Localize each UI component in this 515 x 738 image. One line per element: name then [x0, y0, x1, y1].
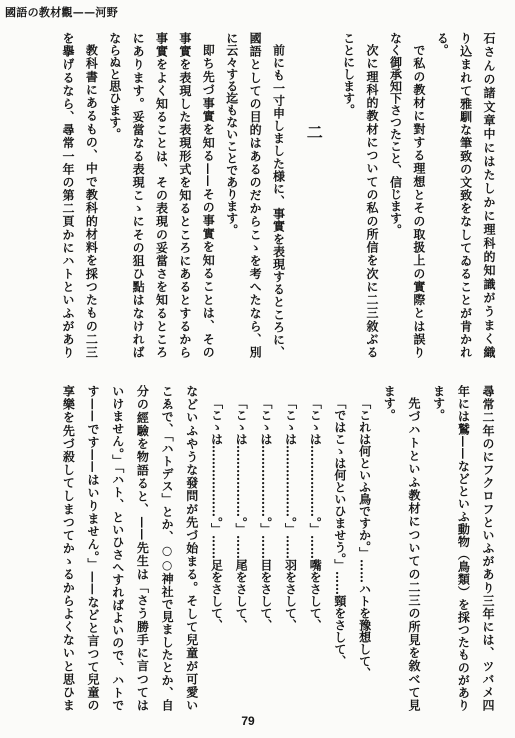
text-column: いけません。」「ハト、といひさへすればよいので、ハトで [110, 385, 125, 711]
text-column: を擧げるなら、尋常一年の第二頁かにハトといふがあり [60, 32, 75, 358]
text-column: などいふやうな發問が先づ始まる。そして兒童が可愛い [184, 385, 199, 711]
text-column: に云々する迄もないことであります。 [224, 32, 239, 236]
text-column: 國語としての目的はあるのだからこゝを考へたなら、別 [248, 32, 263, 358]
text-column: 享樂を先づ殺してしまつてかゝるからよくないと思ひま [61, 385, 76, 711]
text-column: 年には鷲——などといふ動物（鳥類）を採つたものがあり [456, 385, 471, 711]
text-column: ならぬと思ひます。 [107, 32, 122, 140]
text-column: 尋常二年のにフクロフといふがあり三年には、ツバメ四 [481, 385, 495, 711]
lower-text-block [55, 385, 500, 711]
dialogue-line: 「こゝは………………。」……目をさして、 [258, 397, 273, 631]
dialogue-line: 「こゝは………………。」……足をさして、 [209, 397, 224, 631]
dialogue-line: 「ではこゝは何といひませう。」……頸をさして、 [332, 397, 347, 667]
text-column: で私の教材に對する理想とその取扱上の實際とは誤り [411, 44, 426, 358]
text-column: にあります。妥當なる表現こゝにその狙ひ點はなければ [131, 32, 146, 358]
text-column: ます。 [382, 385, 397, 421]
text-column: 石さんの諸文章中にはたしかに理科的知識がうまく織 [482, 32, 496, 358]
text-column: り込まれて雅馴な筆致の文致をなしてゐることが肯かれ [458, 32, 473, 358]
text-column: 前にも一寸申しました様に、事實を表現するところに、 [271, 44, 286, 358]
text-column: なく御承知下さつたこと、信じます。 [388, 32, 403, 236]
text-column: 先づハトといふ教材についての二三の所見を敘べて見 [406, 397, 421, 711]
running-title: 國語の教材觀——河野 [5, 6, 118, 19]
text-column: 事實を表現した表現形式を知るところにあるとするから [177, 32, 192, 358]
section-number: 二 [304, 124, 324, 140]
text-column: 即ち先づ事實を知る——その事實を知ることは、その [201, 44, 216, 358]
text-column: す——です——はいりません。」——などと言つて兒童の [86, 385, 100, 711]
dialogue-line: 「こゝは………………。」……尾をさして、 [234, 397, 249, 631]
text-column: 教科書にあるもの、中で教科的材料を採つたもの二三 [84, 44, 99, 358]
dialogue-line: 「こゝは………………。」……嘴をさして、 [308, 397, 323, 631]
text-column: ます。 [431, 385, 446, 421]
text-column: こゑで、「ハトデス」とか、○○神社で見ましたとか、自 [160, 385, 175, 711]
text-column: 分の經驗を物語ると、——先生は「さう勝手に言つては [135, 385, 150, 711]
text-column: 次に理科的教材についての私の所信を次に二三敘ぶる [365, 44, 380, 358]
text-column: ことにします。 [341, 32, 356, 116]
dialogue-line: 「こゝは………………。」……羽をさして、 [283, 397, 298, 631]
text-column: る。 [435, 32, 450, 56]
upper-text-block [55, 32, 500, 358]
dialogue-line: 「これは何といふ鳥ですか。」……ハトを豫想して、 [357, 397, 372, 679]
page-number: 79 [241, 714, 255, 728]
text-column: 事實をよく知ることは、その表現の妥當さを知るところ [154, 32, 169, 358]
